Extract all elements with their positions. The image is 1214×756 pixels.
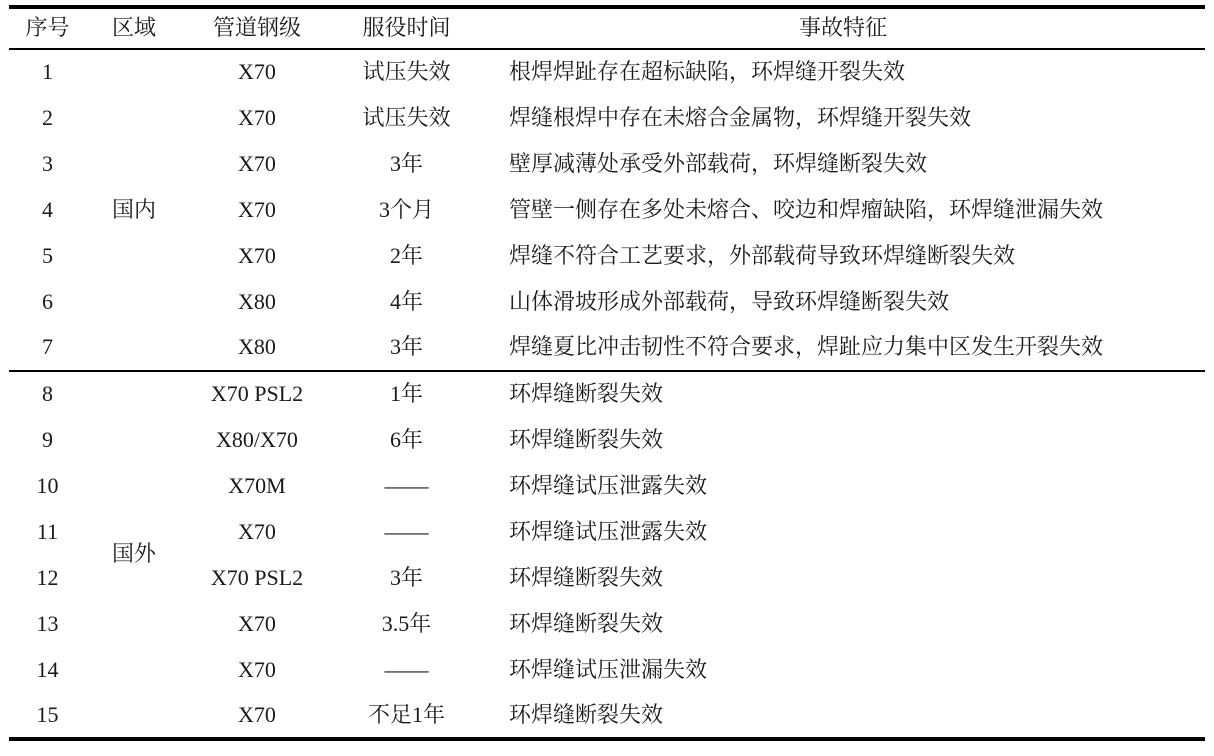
serial-cell: 10 [36, 472, 59, 498]
serial-cell: 7 [42, 334, 53, 360]
table-row [9, 647, 1205, 693]
serial-cell: 13 [36, 610, 59, 636]
table-row [9, 417, 1205, 463]
service-cell: 试压失效 [362, 59, 451, 85]
service-cell: —— [384, 472, 429, 498]
feature-cell: 山体滑坡形成外部载荷，导致环焊缝断裂失效 [509, 288, 950, 314]
table-row [9, 371, 1205, 417]
feature-cell: 焊缝夏比冲击韧性不符合要求，焊趾应力集中区发生开裂失效 [509, 334, 1104, 360]
table-row [9, 463, 1205, 509]
grade-cell: X70 PSL2 [182, 371, 332, 417]
header-row [9, 7, 1205, 49]
grade-cell: X80 [238, 288, 276, 314]
service-cell: 1年 [332, 371, 481, 417]
table-row [9, 693, 1205, 739]
serial-cell: 5 [42, 242, 53, 268]
grade-cell: X70 [238, 104, 276, 130]
service-cell: —— [384, 656, 429, 682]
col-header-feature: 事故特征 [481, 7, 1205, 49]
service-cell: 3年 [389, 334, 423, 360]
serial-cell: 14 [36, 656, 59, 682]
serial-cell: 12 [36, 564, 59, 590]
service-cell: 试压失效 [362, 104, 451, 130]
col-header-service: 服役时间 [332, 7, 481, 49]
service-cell: 不足1年 [367, 701, 445, 727]
grade-cell: X80 [238, 334, 276, 360]
grade-cell: X70 [238, 518, 276, 544]
service-cell: 3年 [389, 150, 423, 176]
feature-cell: 环焊缝断裂失效 [509, 426, 664, 452]
feature-cell: 环焊缝断裂失效 [509, 610, 664, 636]
feature-cell: 环焊缝断裂失效 [509, 701, 664, 727]
table-row [9, 279, 1205, 325]
grade-cell: X80/X70 [216, 426, 298, 452]
feature-cell: 环焊缝试压泄漏失效 [509, 656, 708, 682]
table-row [9, 555, 1205, 601]
service-cell: 3年 [389, 564, 423, 590]
table-row [9, 233, 1205, 279]
table-row [9, 49, 1205, 95]
table-row [9, 141, 1205, 187]
service-cell: —— [384, 518, 429, 544]
col-header-grade: 管道钢级 [182, 7, 332, 49]
serial-cell: 11 [36, 518, 59, 544]
accident-table [9, 5, 1205, 741]
service-cell: 4年 [389, 288, 423, 314]
table-row [9, 95, 1205, 141]
table-row [9, 325, 1205, 371]
grade-cell: X70 [238, 701, 276, 727]
table-row [9, 601, 1205, 647]
feature-cell: 环焊缝试压泄露失效 [509, 518, 708, 544]
feature-cell: 管壁一侧存在多处未熔合、咬边和焊瘤缺陷，环焊缝泄漏失效 [509, 196, 1104, 222]
region-cell: 国外 [86, 371, 182, 739]
feature-cell: 根焊焊趾存在超标缺陷，环焊缝开裂失效 [509, 59, 906, 85]
serial-cell: 15 [36, 701, 59, 727]
feature-cell: 环焊缝断裂失效 [481, 371, 1205, 417]
feature-cell: 焊缝不符合工艺要求，外部载荷导致环焊缝断裂失效 [509, 242, 1016, 268]
serial-cell: 9 [42, 426, 53, 452]
table-row [9, 509, 1205, 555]
table-row [9, 187, 1205, 233]
service-cell: 2年 [389, 242, 423, 268]
feature-cell: 壁厚减薄处承受外部载荷，环焊缝断裂失效 [509, 150, 928, 176]
serial-cell: 6 [42, 288, 53, 314]
grade-cell: X70 [238, 242, 276, 268]
service-cell: 3.5年 [381, 610, 432, 636]
service-cell: 3个月 [378, 196, 434, 222]
serial-cell: 3 [42, 150, 53, 176]
grade-cell: X70 [238, 656, 276, 682]
grade-cell: X70 PSL2 [210, 564, 304, 590]
feature-cell: 环焊缝断裂失效 [509, 564, 664, 590]
region-cell: 国内 [111, 196, 156, 222]
grade-cell: X70M [228, 472, 286, 498]
grade-cell: X70 [238, 610, 276, 636]
serial-cell: 2 [42, 104, 53, 130]
serial-cell: 8 [9, 371, 86, 417]
service-cell: 6年 [389, 426, 423, 452]
feature-cell: 焊缝根焊中存在未熔合金属物，环焊缝开裂失效 [509, 104, 972, 130]
feature-cell: 环焊缝试压泄露失效 [509, 472, 708, 498]
serial-cell: 1 [42, 59, 53, 85]
col-header-serial: 序号 [9, 7, 86, 49]
grade-cell: X70 [238, 59, 276, 85]
serial-cell: 4 [42, 196, 53, 222]
grade-cell: X70 [238, 196, 276, 222]
col-header-region: 区域 [86, 7, 182, 49]
grade-cell: X70 [238, 150, 276, 176]
